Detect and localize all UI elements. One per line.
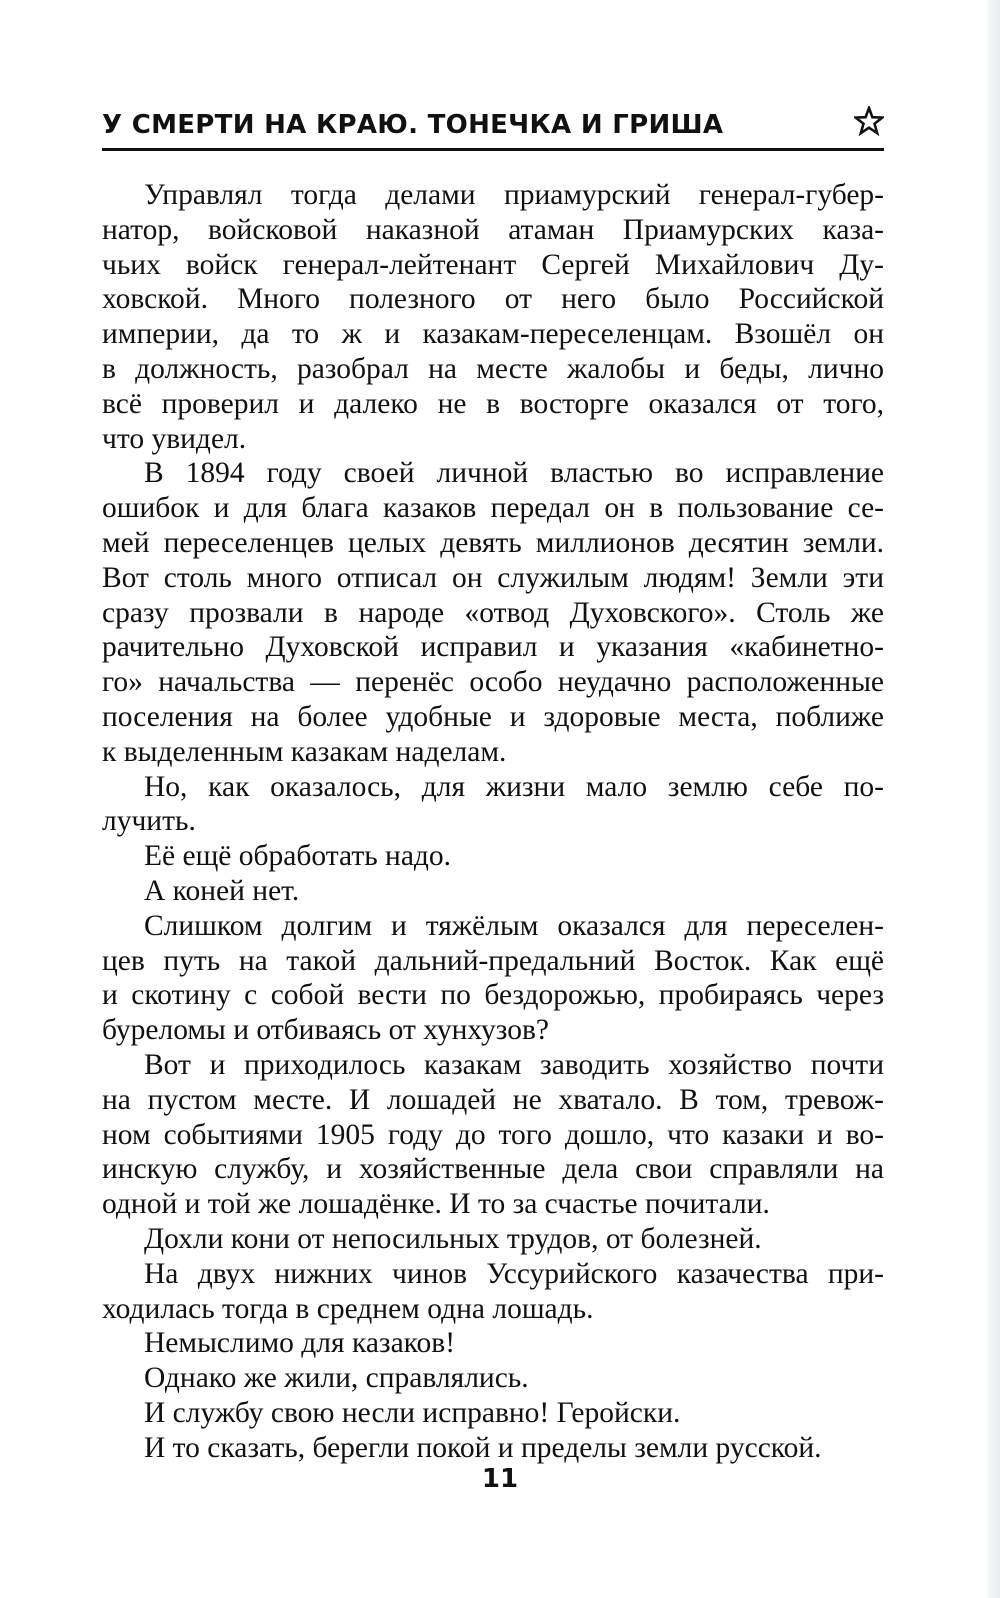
text-line: На двух нижних чинов Уссурийского казачества при- [144,1257,884,1290]
paragraph [102,1222,884,1257]
text-line: к выделенным казакам наделам. [102,735,507,768]
paragraph [102,456,884,769]
text-line: империи, да то ж и казакам-переселенцам. Взошёл он [102,318,884,351]
text-line: рачительно Духовской исправил и указания «кабинетно- [102,631,884,664]
text-line: Немыслимо для казаков! [144,1327,456,1360]
text-line: цев путь на такой дальний-предальний Восток. Как ещё [102,944,884,977]
text-line: го» начальства — перенёс особо неудачно расположенные [102,666,884,699]
text-line: В 1894 году своей личной властью во исправление [144,457,884,490]
text-line: Дохли кони от непосильных трудов, от болезней. [144,1222,762,1255]
text-line: А коней нет. [144,874,300,907]
text-line: всё проверил и далеко не в восторге оказался от того, [102,387,884,420]
text-line: мей переселенцев целых девять миллионов десятин земли. [102,526,884,559]
text-line: ошибок и для блага казаков передал он в пользование се- [102,492,884,525]
text-line: чьих войск генерал-лейтенант Сергей Михайлович Ду- [102,248,884,281]
text-line: Слишком долгим и тяжёлым оказался для переселен- [144,909,884,942]
paragraph [102,839,884,874]
text-line: буреломы и отбиваясь от хунхузов? [102,1014,550,1047]
text-line: и скотину с собой вести по бездорожью, пробираясь через [102,979,884,1012]
paragraph [102,1326,884,1361]
paragraph [102,178,884,456]
paragraph [102,874,884,909]
paragraph [102,1431,884,1466]
text-line: натор, войсковой наказной атаман Приамурских каза- [102,213,884,246]
text-line: в должность, разобрал на месте жалобы и беды, лично [102,352,884,385]
paragraph [102,1361,884,1396]
paragraph [102,770,884,840]
running-header [102,108,884,151]
text-line: Её ещё обработать надо. [144,840,452,873]
text-line: ном событиями 1905 году до того дошло, что казаки и во- [102,1118,884,1151]
text-line: И то сказать, берегли покой и пределы земли русской. [144,1431,822,1464]
paragraph [102,1396,884,1431]
text-line: ходилась тогда в среднем одна лошадь. [102,1292,594,1325]
text-line: Вот столь много отписал он служилым людям! Земли эти [102,561,884,594]
text-line: инскую службу, и хозяйственные дела свои справляли на [102,1153,884,1186]
text-line: Однако же жили, справлялись. [144,1362,529,1395]
paragraph [102,1048,884,1222]
text-line: сразу прозвали в народе «отвод Духовского». Столь же [102,596,884,629]
paragraph [102,909,884,1048]
running-title: У СМЕРТИ НА КРАЮ. ТОНЕЧКА И ГРИША [102,110,724,140]
text-line: Вот и приходилось казакам заводить хозяйство почти [144,1048,884,1081]
text-line: ховской. Много полезного от него было Российской [102,283,884,316]
page-number: 11 [481,1464,519,1494]
text-line: лучить. [102,805,196,838]
text-line: на пустом месте. И лошадей не хватало. В том, тревож- [102,1083,884,1116]
page-edge-shadow [984,0,1000,1598]
text-line: Управлял тогда делами приамурский генерал-губер- [144,179,884,211]
star-outline-icon [854,106,884,136]
text-line: И службу свою несли исправно! Геройски. [144,1396,681,1429]
body-text [102,178,884,1465]
text-line: поселения на более удобные и здоровые места, поближе [102,700,884,733]
paragraph [102,1257,884,1327]
text-line: что увидел. [102,422,247,455]
text-line: одной и той же лошадёнке. И то за счастье почитали. [102,1188,770,1221]
text-line: Но, как оказалось, для жизни мало землю себе по- [144,770,884,803]
